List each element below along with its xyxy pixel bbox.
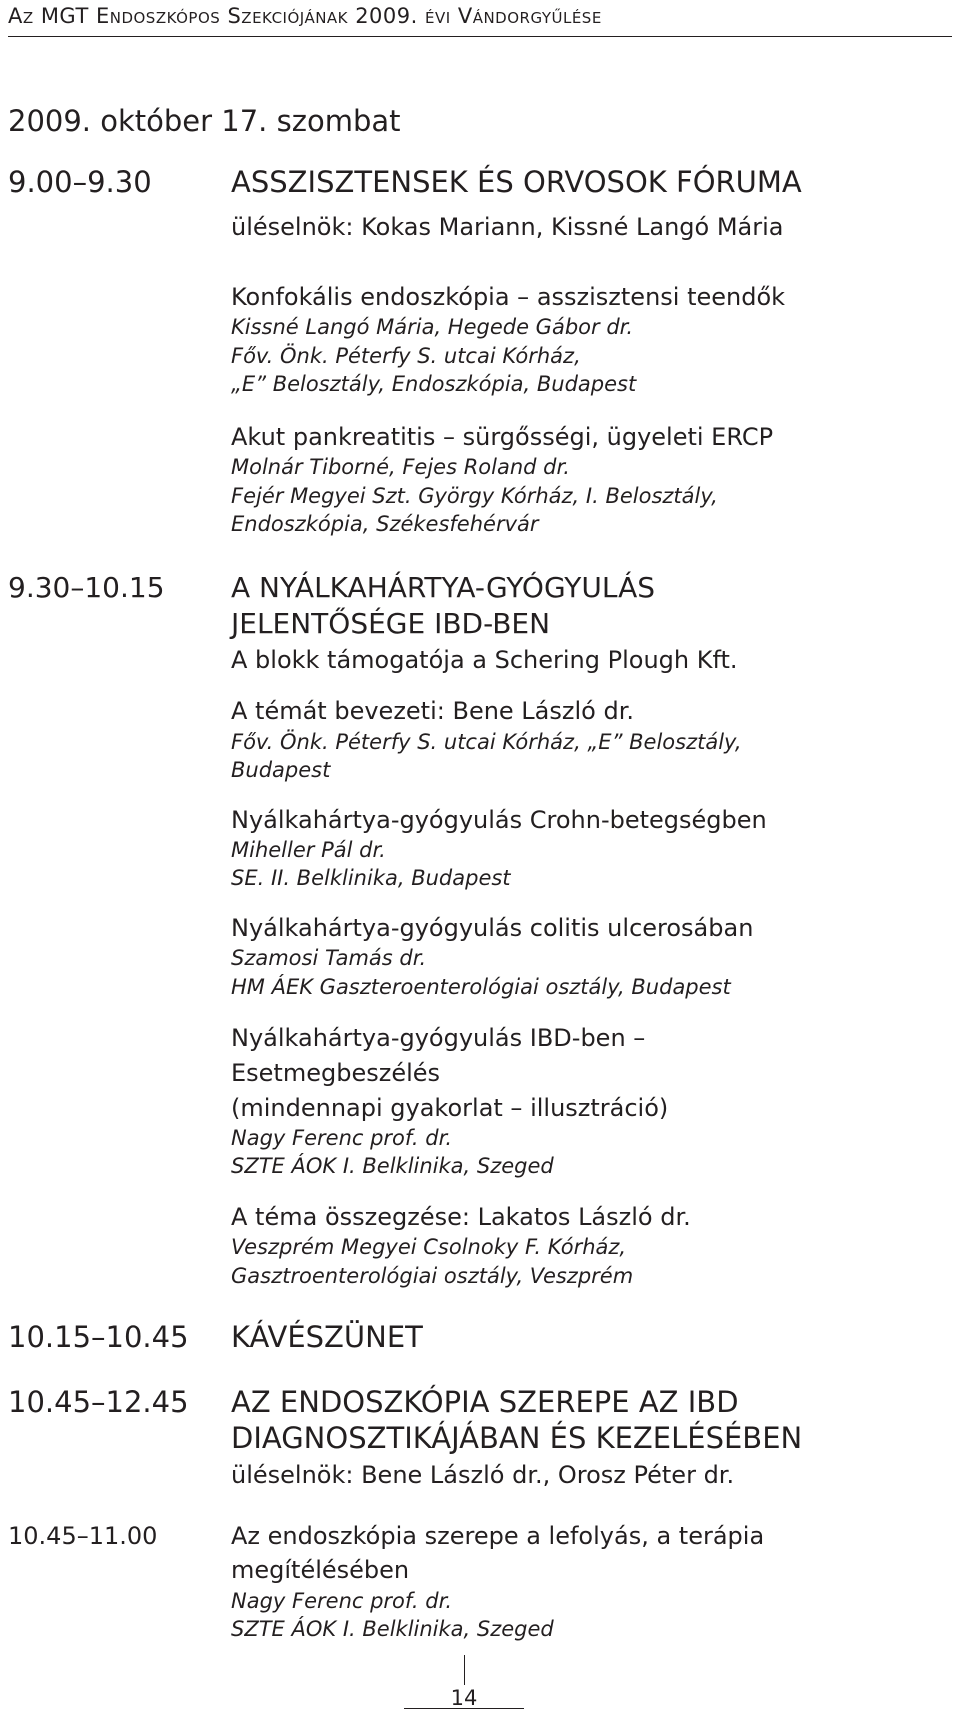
talk-title: Nyálkahártya-gyógyulás colitis ulcerosában xyxy=(231,914,754,942)
session-time: 9.00–9.30 xyxy=(8,165,152,199)
talk-affiliation: SZTE ÁOK I. Belklinika, Szeged xyxy=(231,1154,554,1178)
footer-rule xyxy=(404,1708,524,1709)
talk-affiliation: Gasztroenterológiai osztály, Veszprém xyxy=(231,1264,634,1288)
session-chairs: üléselnök: Bene László dr., Orosz Péter dr. xyxy=(231,1461,735,1489)
talk-affiliation: Veszprém Megyei Csolnoky F. Kórház, xyxy=(231,1235,627,1259)
session-title: AZ ENDOSZKÓPIA SZEREPE AZ IBD xyxy=(231,1385,739,1419)
talk-affiliation: Budapest xyxy=(231,758,331,782)
talk-authors: Kissné Langó Mária, Hegede Gábor dr. xyxy=(231,315,634,339)
talk-affiliation: Főv. Önk. Péterfy S. utcai Kórház, „E” Belosztály, xyxy=(231,730,742,754)
talk-authors: Nagy Ferenc prof. dr. xyxy=(231,1589,452,1613)
talk-title: Konfokális endoszkópia – asszisztensi teendők xyxy=(231,283,786,311)
talk-affiliation: „E” Belosztály, Endoszkópia, Budapest xyxy=(231,372,637,396)
session-title: DIAGNOSZTIKÁJÁBAN ÉS KEZELÉSÉBEN xyxy=(231,1421,803,1455)
talk-title: (mindennapi gyakorlat – illusztráció) xyxy=(231,1094,669,1122)
session-title: A NYÁLKAHÁRTYA-GYÓGYULÁS xyxy=(231,571,656,604)
session-chairs: üléselnök: Kokas Mariann, Kissné Langó Mária xyxy=(231,213,784,241)
talk-title: Az endoszkópia szerepe a lefolyás, a terápia xyxy=(231,1522,765,1550)
session-title: JELENTŐSÉGE IBD-BEN xyxy=(231,607,551,640)
talk-title: Nyálkahártya-gyógyulás Crohn-betegségben xyxy=(231,806,767,834)
talk-affiliation: Fejér Megyei Szt. György Kórház, I. Belosztály, xyxy=(231,484,718,508)
talk-time: 10.45–11.00 xyxy=(8,1522,158,1550)
session-title: ASSZISZTENSEK ÉS ORVOSOK FÓRUMA xyxy=(231,165,802,199)
intro-speaker: A témát bevezeti: Bene László dr. xyxy=(231,697,634,725)
talk-authors: Nagy Ferenc prof. dr. xyxy=(231,1126,452,1150)
summary-speaker: A téma összegzése: Lakatos László dr. xyxy=(231,1203,691,1231)
talk-title: megítélésében xyxy=(231,1556,410,1584)
program-date: 2009. október 17. szombat xyxy=(8,104,401,138)
session-time: 10.45–12.45 xyxy=(8,1385,189,1419)
footer-divider xyxy=(464,1655,465,1685)
talk-affiliation: Főv. Önk. Péterfy S. utcai Kórház, xyxy=(231,344,581,368)
talk-authors: Szamosi Tamás dr. xyxy=(231,946,427,970)
talk-affiliation: SZTE ÁOK I. Belklinika, Szeged xyxy=(231,1617,554,1641)
talk-affiliation: SE. II. Belklinika, Budapest xyxy=(231,866,511,890)
talk-authors: Miheller Pál dr. xyxy=(231,838,386,862)
talk-affiliation: Endoszkópia, Székesfehérvár xyxy=(231,512,539,536)
talk-title: Nyálkahártya-gyógyulás IBD-ben – xyxy=(231,1024,646,1052)
talk-authors: Molnár Tiborné, Fejes Roland dr. xyxy=(231,455,570,479)
talk-affiliation: HM ÁEK Gaszteroenterológiai osztály, Budapest xyxy=(231,975,731,999)
running-header: Az MGT Endoszkópos Szekciójának 2009. évi Vándorgyűlése xyxy=(8,4,952,37)
session-title: KÁVÉSZÜNET xyxy=(231,1320,423,1354)
session-time: 9.30–10.15 xyxy=(8,571,165,604)
session-sponsor: A blokk támogatója a Schering Plough Kft. xyxy=(231,646,738,674)
talk-title: Esetmegbeszélés xyxy=(231,1059,441,1087)
page-number: 14 xyxy=(450,1686,478,1710)
talk-title: Akut pankreatitis – sürgősségi, ügyeleti ERCP xyxy=(231,423,774,451)
session-time: 10.15–10.45 xyxy=(8,1320,189,1354)
